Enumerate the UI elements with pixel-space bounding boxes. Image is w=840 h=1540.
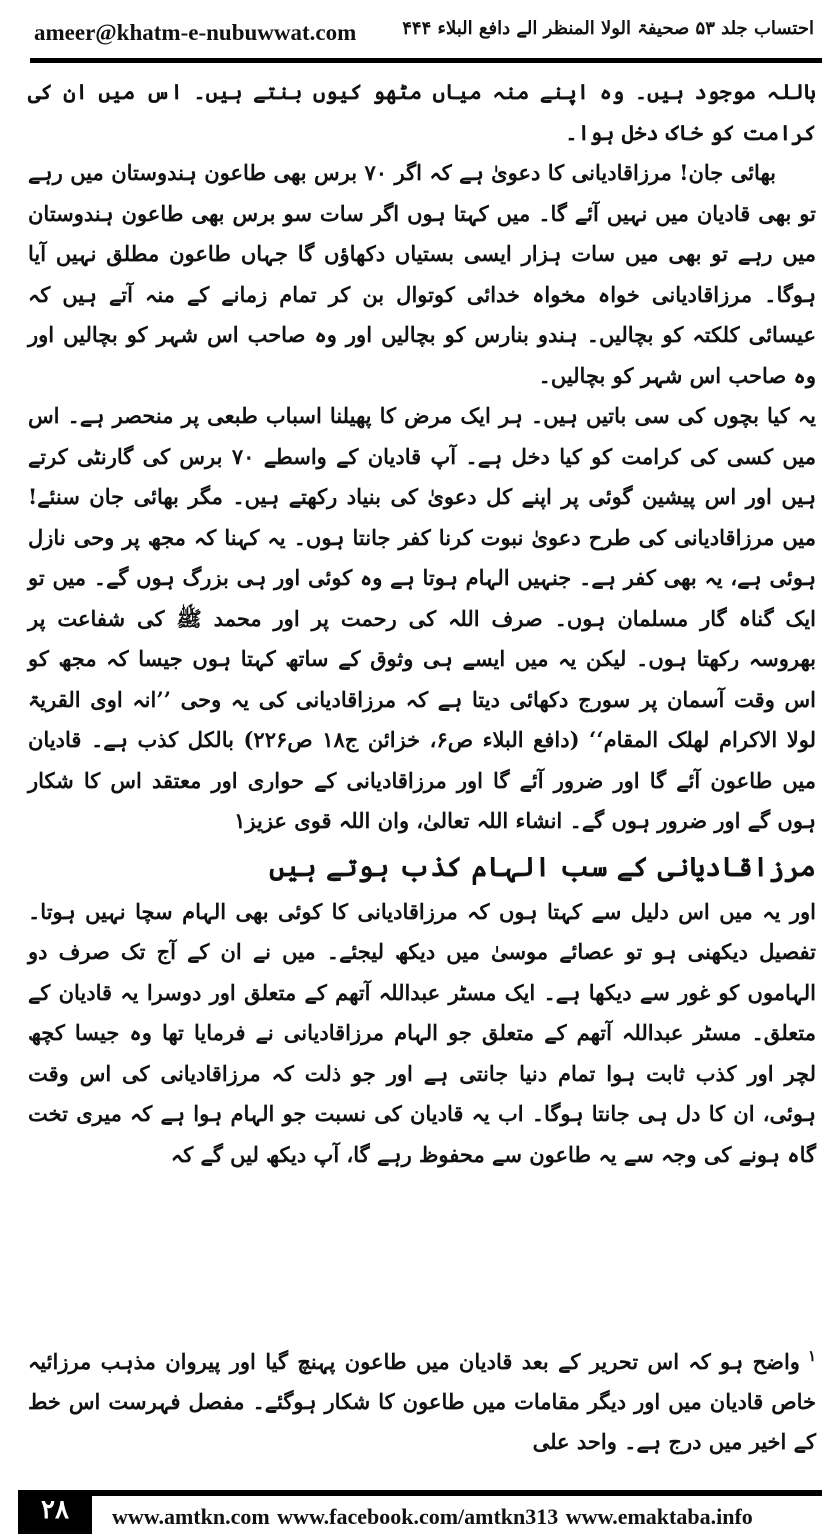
paragraph: یہ کیا بچوں کی سی باتیں ہیں۔ ہر ایک مرض کا پھیلنا اسباب طبعی پر منحصر ہے۔ اس میں کسی کی کرامت کو کیا دخل ہے۔ آپ قادیان کے واسطے ۷۰ برس کی گارنٹی کرتے ہیں اور اس پیشین گوئی پر اپنے کل دعویٰ کی بنیاد رکھتے ہیں۔ مگر بھائی جان سنئے! میں مرزاقادیانی کی طرح دعویٰ نبوت کرنا کفر جانتا ہوں۔ یہ کہنا کہ مجھ پر وحی نازل ہوئی ہے، یہ بھی کفر ہے۔ جنہیں الہام ہوتا ہے وہ کوئی اور ہی بزرگ ہوں گے۔ میں تو ایک گناہ گار مسلمان ہوں۔ صرف اللہ کی رحمت پر اور محمد ﷺ کی شفاعت پر بھروسہ رکھتا ہوں۔ لیکن یہ میں ایسے ہی وثوق کے ساتھ کہتا ہوں جیسا کہ مجھ کو اس وقت آسمان پر سورج دکھائی دیتا ہے کہ مرزاقادیانی کی یہ وحی ’’انہ اوی القریۃ لولا الاکرام لھلک المقام‘‘ (دافع البلاء ص۶، خزائن ج۱۸ ص۲۲۶) بالکل کذب ہے۔ قادیان میں طاعون آئے گا اور ضرور آئے گا اور مرزاقادیانی کے حواری اور معتقد اس کا شکار ہوں گے اور ضرور ہوں گے۔ انشاء اللہ تعالیٰ، وان اللہ قوی عزیز۱: [28, 403, 816, 833]
footer-links[interactable]: www.amtkn.com www.facebook.com/amtkn313 www.emaktaba.info: [112, 1504, 753, 1529]
footer-divider: [18, 1490, 822, 1496]
footnote: [28, 1336, 816, 1462]
paragraph: بھائی جان! مرزاقادیانی کا دعویٰ ہے کہ اگر ۷۰ برس بھی طاعون ہندوستان میں رہے تو بھی قادیان میں نہیں آئے گا۔ میں کہتا ہوں اگر سات سو برس بھی طاعون ہندوستان میں رہے تو بھی میں سات ہزار ایسی بستیاں دکھاؤں گا جہاں طاعون مطلق نہیں آیا ہوگا۔ مرزاقادیانی خواہ مخواہ خدائی کوتوال بن کر تمام زمانے کے منہ آتے ہیں کہ عیسائی کلکتہ کو بچالیں۔ ہندو بنارس کو بچالیں اور وہ صاحب اس شہر کو بچالیں اور وہ صاحب اس شہر کو بچالیں۔: [28, 160, 817, 388]
paragraph: باللہ موجود ہیں۔ وہ اپنے منہ میاں مٹھو کیوں بنتے ہیں۔ اس میں ان کی کرامت کو خاک دخل ہوا۔: [28, 79, 816, 145]
header-divider: [30, 58, 822, 63]
header-email[interactable]: ameer@khatm-e-nubuwwat.com: [34, 20, 357, 45]
paragraph: اور یہ میں اس دلیل سے کہتا ہوں کہ مرزاقادیانی کا کوئی بھی الہام سچا نہیں ہوتا۔ تفصیل دیکھنی ہو تو عصائے موسیٰ میں دیکھ لیجئے۔ میں نے ان کے آج تک صرف دو الہاموں کو غور سے دیکھا ہے۔ ایک مسٹر عبداللہ آتھم کے متعلق اور دوسرا یہ قادیان کے متعلق۔ مسٹر عبداللہ آتھم کے متعلق جو الہام مرزاقادیانی نے فرمایا تھا وہ جیسا کچھ لچر اور کذب ثابت ہوا تمام دنیا جانتی ہے اور جو ذلت کہ مرزاقادیانی کی اس وقت ہوئی، ان کا دل ہی جانتا ہوگا۔ اب یہ قادیان کی نسبت جو الہام ہوا ہے کہ میری تخت گاہ ہونے کی وجہ سے یہ طاعون سے محفوظ رہے گا، آپ دیکھ لیں گے کہ: [28, 898, 816, 1167]
main-text: [28, 72, 816, 1175]
page-number: ۲۸: [18, 1490, 92, 1534]
page-footer: [0, 1482, 840, 1540]
section-heading: مرزاقادیانی کے سب الہام کذب ہوتے ہیں: [269, 851, 816, 883]
footnote-text: واضح ہو کہ اس تحریر کے بعد قادیان میں طاعون پہنچ گیا اور پیروان مذہب مرزائیہ خاص قادیان میں اور دیگر مقامات میں طاعون کا شکار ہوگئے۔ مفصل فہرست اس خط کے اخیر میں درج ہے۔ واحد علی: [28, 1349, 816, 1454]
page-header: [0, 0, 840, 62]
header-title: احتساب جلد ۵۳ صحیفۃ الولا المنظر الے دافع البلاء ۴۴۴: [402, 18, 814, 39]
footnote-marker: ۱: [807, 1347, 816, 1365]
